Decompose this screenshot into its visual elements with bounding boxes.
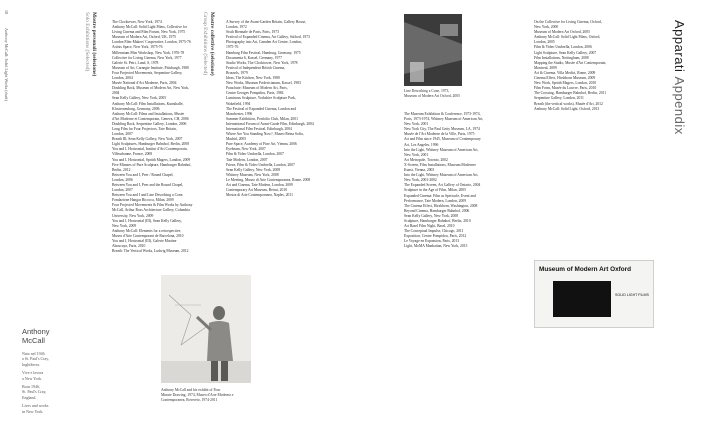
entry: You and I, Horizontal, Sprüth Magers, London, 2009 [112,157,191,162]
section-title-it: Mostre collettive (selezione) [209,12,215,76]
entry: Cinema Effect, Hirshhorn Museum, 2009 [534,76,596,81]
entry: Luminous Sculpture, Yorkshire Sculpture Park, [226,96,296,101]
entry: The Conceptual Impulse, Chicago, 2011 [404,229,464,234]
entry: Anthony McCall: Elements for a retrospective, [112,228,182,233]
entry: Film & Video Umbrella, London, 2007 [226,152,284,157]
entry: Brussels, 1979 [226,70,248,75]
entry: You and I, Horizontal, Institut d'Art Contemporain, [112,147,188,152]
film-still-photo [404,14,462,86]
entry: Frieze, Film & Video Umbrella, London, 2007 [226,162,295,167]
entry: Ideas, The Kitchen, New York, 1980 [226,76,280,81]
entry: Exposition, Centre Pompidou, Paris, 2012 [404,234,467,239]
entry: The Museum Exhibition & Conference, 1973-1974, [404,112,481,116]
entry: London, 2005 [534,40,555,45]
entry: The Clocktower, New York, 1974 [112,20,162,24]
entry: Kunst, Vienna, 2003 [404,168,435,173]
solo-exhibitions-list [112,20,234,254]
entry: Anthony McCall: Solid Light, Oxford, 2013 [534,106,600,111]
artist-photo [161,275,251,383]
entry: Between You and I, Peer and the Round Chapel, [112,183,184,187]
entry: Art Basel Film Night, Basel, 2010 [404,224,455,229]
page-number: 18 [4,10,9,15]
entry: Pure Space, Academy of Fine Art, Vienna, 2006 [226,142,297,147]
entry: London, 1972 [226,25,247,30]
running-head: Anthony McCall: Solid Light Works (draft) [4,28,9,101]
entry: Galerie St. Petri, Lund, S, 1978 [112,60,159,65]
entry: Art Metropole, Toronto, 2002 [404,157,448,162]
entry: Light Sculpture, Sean Kelly Gallery, 2007 [534,50,597,55]
entry: Film & Video Umbrella, London, 2006 [534,45,592,50]
entry: Mapping the Studio, Musée d'Art Contemporain, [534,60,607,65]
entry: Sculpture in the Age of Film, Milan, 2005 [404,188,466,193]
entry: Sean Kelly Gallery, New York, 2005 [112,96,167,101]
entry: Museu d'Arte Contemporani de Barcelona, 2010 [112,233,184,238]
entry: Anthony McCall: Film Installations, Kunsthalle, [112,101,184,106]
entry: Photography into Art, Camden Art Centre, London, [226,40,302,45]
entry: Four Projected Movements, Serpentine Gallery, [112,70,183,75]
entry: Documenta 6, Kassel, Germany, 1977 [226,55,282,60]
entry: Festival of Expanded Cinema, Art Gallery, Salford, 1973 [226,35,310,40]
entry: International Film Festival, Edinburgh, 2004 [226,126,292,131]
entry: Expanded Cinema: Film as Spectacle, Event and [404,193,476,198]
entry: New York City, The Paul Getty Museum, LA, 1974 [404,127,480,132]
entry: London, 2004 [112,76,133,81]
entry: d'Art Moderne et Contemporain, Geneva, CH, 2006 [112,116,189,121]
entry: Serpentine Gallery, London, 2011 [534,96,584,101]
entry: Fondazione Hangar Bicocca, Milan, 2009 [112,198,174,203]
entry: X-Screen, Film Installations, Museum Moderner [404,162,476,167]
entry: 1975-76 [226,45,239,50]
poster-title: Museum of Modern Art Oxford [539,266,632,273]
entry: New Work, Sprüth Magers, London, 2010 [534,81,597,86]
entry: Paris, 1973-1974, Whitney Museum of American Art, [404,117,484,122]
entry: A Survey of the Avant-Garden Britain, Gallery House, [226,20,307,24]
entry: Wakefield, 1994 [226,101,251,106]
entry: New York, 2001 [404,152,429,157]
entry: Breath III, Sean Kelly Gallery, New York, 2007 [112,137,183,142]
entry: New York, 2001-2002 [404,178,437,183]
section-title-en: Solo Exhibitions (Selected) [84,12,90,72]
entry: Beyond Cinema, Hamburger Bahnhof, 2006 [404,208,470,213]
entry: The Expanded Screen, Art Gallery of Ontario, 2004 [404,183,481,188]
entry: Four Projected Movements & Film Works by Anthony [112,203,193,208]
film-still-image [404,14,462,86]
bio-line: a New York. [22,375,42,381]
entry: Art & Cinema, Villa Medici, Rome, 2009 [534,70,596,75]
entry: Eyebeam, New York, 2007 [226,147,266,152]
entry: Film Form, Musée du Louvre, Paris, 2010 [534,86,597,91]
entry: Festival of Independent British Cinema, [226,65,286,70]
bio-line: England. [22,394,37,400]
entry: Between You and I and Line Describing a Cone, [112,193,184,198]
entry: Collective for Living Cinema, New York, 1977 [112,55,182,60]
entry: Breath: The Vertical Works, Ludwig Museum, 2012 [112,249,189,254]
entry: Berlin, 2012 [112,167,131,172]
entry: London, 2006 [112,177,133,182]
entry: Five Minutes of Pure Sculpture, Hamburger Bahnhof, [112,162,192,167]
poster-subtitle: SOLID LIGHT FILMS [615,293,649,297]
photo-caption: Anthony McCall and his exhibit of Four Minute Drawing, 1974, Museo d'Arte Moderna e Contemporanea, Rovereto, 1974-2011 [161,388,234,403]
entry: Art and Film since 1945, Museum of Contemporary [404,137,481,142]
entry: Hamburg Film Festival, Hamburg, Germany, 1975 [226,50,301,55]
entry: Museum of Modern Art, Oxford, UK, 1975 [112,35,177,40]
entry: London Film-Makers' Cooperative, London, 1975-76 [112,40,191,45]
entry: Villeurbanne, France, 2008 [112,152,153,157]
entry: Studio Works, The Clocktower, New York, 1978 [226,60,298,65]
appendix-title [672,20,687,135]
bio-line: Inghilterra. [22,361,40,367]
entry: On the Collective for Living Cinema, Oxford, [534,20,602,24]
entry: Contemporary Art Museum, Beirut, 2010 [226,188,288,193]
group-exhibitions-list-col2 [534,20,654,112]
entry: Anthony McCall: Solid Light Films, Collective for [112,25,188,30]
entry: Millennium Film Workshop, New York, 1976-78 [112,50,185,55]
entry: Into the Light, Whitney Museum of American Art, [404,173,479,178]
entry: New Works, Museum Fridericianum, Kassel, 1983 [226,81,301,86]
entry: Into the Light, Whitney Museum of American Art, [404,147,479,152]
right-page [382,0,709,439]
entry: New York, 2009 [112,223,137,228]
entry: London, 2007 [112,188,133,193]
title-italian: Apparati [672,20,687,73]
entry: Museum of Art, Carnegie Institute, Pittsburgh, 1980 [112,65,189,70]
entry: Between You and I, Peer / Round Chapel, [112,172,174,177]
entry: The Cinema Effect, Hirshhorn, Washington, 2008 [404,203,478,208]
entry: 2004 [112,91,120,96]
entry: Musée National d'Art Moderne, Paris, 2004 [112,81,177,86]
group-exhibitions-list [226,20,346,198]
poster-graphic [553,281,611,317]
entry: Sculpture, Hamburger Bahnhof, Berlin, 2010 [404,218,471,223]
entry: Light Sculptures, Hamburger Bahnhof, Berlin, 2008 [112,142,189,147]
author-bio [22,328,50,414]
exhibition-poster [534,260,654,328]
photo-caption: Line Describing a Cone, 1973, Museum of Modern Art Oxford, 2005 [404,89,460,99]
entry: Art, Los Angeles, 1996 [404,142,439,147]
bio-line: Vive e lavora [22,370,44,376]
bio-line: Born 1946, [22,384,40,390]
entry: Doubling Back, Museum of Modern Art, New York, [112,86,190,91]
entry: Montreal, 2009 [534,65,557,70]
entry: Sean Kelly Gallery, New York, 2008 [404,213,459,218]
entry: McCall, Arthur Ross Architecture Gallery, Columbia [112,208,190,213]
entry: Mostra di Arte Contemporanea, Naples, 2011 [226,193,293,198]
entry: Musée de l'Art Moderne de la Ville, Paris, 1975 [404,132,475,137]
entry: Artists Space, New York, 1975-76 [112,45,163,50]
entry: Where Are You Standing Now?, Museo Reina Sofía, [226,132,304,137]
entry: Art and Cinema, Tate Modern, London, 2009 [226,183,293,187]
entry: Le Meeting, Museo di Arte Contemporanea, Rome, 2008 [226,177,311,182]
entry: Museum of Modern Art Oxford, 2005 [534,30,590,35]
author-name: Anthony McCall [22,327,50,345]
entry: Tate Modern, London, 2007 [226,157,268,162]
entry: Performance, Tate Modern, London, 2009 [404,198,467,203]
entry: The Crossing, Hamburger Bahnhof, Berlin, 2011 [534,91,607,96]
entry: Le Voyage en Expansion, Paris, 2013 [404,239,460,244]
entry: Living Cinema and Film Forum, New York, 1975 [112,30,186,35]
entry: Sean Kelly Gallery, New York, 2008 [226,167,281,172]
entry: Summer Exhibition, Portfolio Club, Milan, 2001 [226,116,298,121]
entry: Klosterneuburg, Germany, 2006 [112,106,160,111]
bio-line: Lives and works [22,403,49,409]
title-english: Appendix [672,76,687,135]
entry: Aboucaya, Paris, 2010 [112,244,146,249]
group-exhibitions-list-cont [404,112,522,250]
entry: Manchester, 1996 [226,111,253,116]
entry: You and I, Horizontal (III), Sean Kelly Gallery, [112,218,182,223]
entry: Breath (the vertical works), Musée d'Art, 2012 [534,101,603,106]
section-title-en: Group Exhibitions (Selected) [202,12,208,76]
entry: Parachute: Museum of Modern Art, Paris, [226,86,288,91]
entry: Light, MoMA Manhattan, New York, 2013 [404,244,468,249]
entry: New York, 2001 [404,122,429,127]
entry: London, 2007 [112,132,133,137]
entry: The Festival of Expanded Cinema, London and [226,106,296,111]
entry: Film Installations, Nottingham, 2008 [534,55,589,60]
bio-line: Nato nel 1946 [22,351,45,356]
entry: International Forum of Avant-Garde Film, Edinburgh, 2004 [226,121,314,126]
entry: Anthony McCall: Films and Installations, Musée [112,111,185,116]
entry: New York, 2000 [534,25,559,30]
entry: Long Film for Four Projectors, Tate Britain, [112,126,177,131]
entry: Doubling Back, Serpentine Gallery, London, 2006 [112,121,187,126]
entry: You and I, Horizontal (III), Galerie Martine [112,239,177,244]
bio-line: St. Paul's Cray, [22,389,47,395]
bio-line: in New York. [22,408,44,414]
bio-line: a St. Paul's Cray, [22,356,50,362]
entry: Whitney Museum, New York, 2008 [226,172,279,177]
section-title-it: Mostre personali (selezione) [91,12,97,77]
entry: Centre Georges Pompidou, Paris, 1984 [226,91,284,96]
entry: Anthony McCall: Solid Light Films, Oxford, [534,35,601,40]
artist-photo-image [161,275,251,383]
entry: Sixth Biennale de Paris, Paris, 1973 [226,30,279,35]
entry: University, New York, 2009 [112,213,154,218]
entry: Madrid, 2005 [226,137,247,142]
